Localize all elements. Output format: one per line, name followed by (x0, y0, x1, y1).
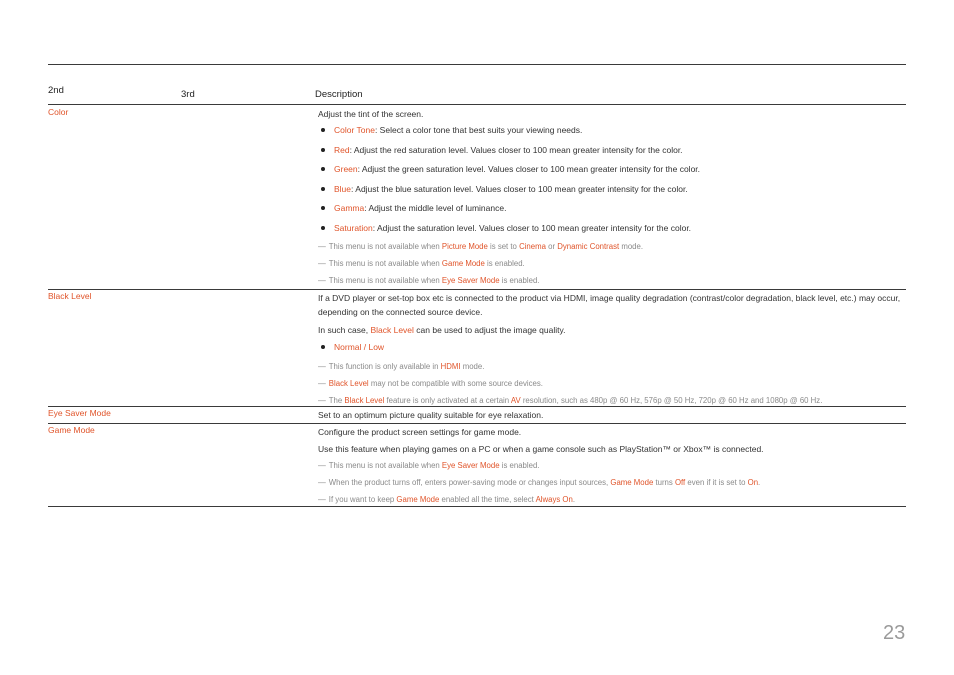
note-text: feature is only activated at a certain (384, 395, 511, 405)
keyword: Picture Mode (441, 242, 488, 251)
note-text: The (328, 395, 345, 405)
keyword: AV (510, 395, 521, 405)
note: — This menu is not available when Eye Saver Mode is enabled. (318, 461, 540, 470)
bullet-text: : Adjust the green saturation level. Values closer to 100 mean greater intensity for the color. (357, 164, 701, 174)
page-number: 23 (883, 622, 906, 644)
bullet-text: : Adjust the red saturation level. Values closer to 100 mean greater intensity for the color. (349, 144, 683, 155)
keyword: Green (334, 164, 358, 174)
paragraph: Set to an optimum picture quality suitable for eye relaxation. (318, 410, 544, 420)
note-text: turns (653, 478, 675, 487)
paragraph: If a DVD player or set-top box etc is connected to the product via HDMI, image quality degradation (contrast/color degradation, black level, etc.) may occur, depending on the connected source device. (318, 293, 901, 317)
keyword: Eye Saver Mode (441, 461, 500, 470)
bullet-text: : Adjust the middle level of luminance. (364, 203, 507, 213)
note-text: or (545, 242, 558, 251)
note: — This function is only available in HDMI mode. (318, 361, 485, 371)
note-text: even if it is set to (685, 478, 748, 487)
bullet-normal-low (318, 340, 902, 354)
keyword: Cinema (519, 242, 546, 251)
row-rule (48, 423, 906, 424)
note: — If you want to keep Game Mode enabled all the time, select Always On. (318, 495, 575, 504)
paragraph-text: In such case, (318, 325, 371, 335)
top-rule (48, 64, 906, 65)
note-text: If you want to keep (328, 495, 397, 504)
description-game-mode (318, 425, 902, 510)
note-text: is set to (487, 242, 520, 251)
keyword: Gamma (334, 203, 365, 213)
note-text: is enabled. (484, 259, 525, 268)
bullet-color-tone (318, 123, 902, 137)
keyword: Black Level (370, 325, 414, 335)
bullet-text: : Adjust the saturation level. Values closer to 100 mean greater intensity for the color. (372, 222, 692, 233)
keyword: Normal / Low (334, 342, 385, 352)
keyword: Black Level (344, 395, 385, 405)
note-text: This menu is not available when (328, 461, 442, 470)
note-text: mode. (460, 361, 485, 371)
note-text: is enabled. (499, 461, 540, 470)
keyword: Color Tone (334, 125, 375, 135)
header-description: Description (315, 89, 363, 100)
bullet-red (318, 143, 902, 157)
note: — This menu is not available when Eye Saver Mode is enabled. (318, 276, 540, 285)
note-text: This function is only available in (328, 361, 441, 371)
keyword: Eye Saver Mode (441, 276, 500, 285)
paragraph: Adjust the tint of the screen. (318, 109, 424, 119)
note-text: . (758, 478, 761, 487)
keyword: Dynamic Contrast (557, 242, 620, 251)
keyword: Game Mode (610, 478, 654, 487)
note-text: mode. (619, 242, 644, 251)
note-text: When the product turns off, enters power-saving mode or changes input sources, (328, 478, 611, 487)
keyword: On (747, 478, 759, 487)
note-text: . (572, 495, 575, 504)
note-text: is enabled. (499, 276, 540, 285)
header-rule (48, 104, 906, 105)
keyword: Off (674, 478, 686, 487)
note: — Black Level may not be compatible with some source devices. (318, 378, 543, 388)
paragraph: Configure the product screen settings for game mode. (318, 427, 522, 437)
note-text: enabled all the time, select (439, 495, 536, 504)
note: — This menu is not available when Game Mode is enabled. (318, 259, 525, 268)
row-rule (48, 406, 906, 407)
category-black-level: Black Level (48, 291, 92, 301)
header-2nd: 2nd (48, 85, 64, 96)
note-text: This menu is not available when (328, 259, 442, 268)
keyword: Always On (535, 495, 573, 504)
bullet-green (318, 162, 902, 176)
keyword: Game Mode (396, 495, 440, 504)
bullet-text: : Adjust the blue saturation level. Values closer to 100 mean greater intensity for the color. (351, 183, 688, 194)
keyword: Blue (334, 183, 352, 194)
note: — When the product turns off, enters power-saving mode or changes input sources, Game Mode turns Off even if it is set to On. (318, 478, 761, 487)
keyword: HDMI (440, 361, 461, 371)
bottom-rule (48, 506, 906, 507)
keyword: Red (334, 144, 350, 155)
note: — The Black Level feature is only activated at a certain AV resolution, such as 480p @ 60 Hz, 576p @ 50 Hz, 720p @ 60 Hz and 1080p @ 60 Hz. (318, 395, 823, 405)
bullet-gamma (318, 201, 902, 215)
paragraph (318, 323, 902, 337)
bullet-blue (318, 182, 902, 196)
category-color: Color (48, 107, 69, 117)
row-rule (48, 289, 906, 290)
note: — This menu is not available when Picture Mode is set to Cinema or Dynamic Contrast mode. (318, 242, 644, 251)
description-black-level (318, 291, 902, 411)
category-eye-saver-mode: Eye Saver Mode (48, 408, 111, 418)
note-text: resolution, such as 480p @ 60 Hz, 576p @ 50 Hz, 720p @ 60 Hz and 1080p @ 60 Hz. (520, 395, 823, 405)
note-text: may not be compatible with some source devices. (368, 378, 543, 388)
description-color (318, 107, 902, 291)
keyword: Black Level (328, 378, 369, 388)
paragraph: Use this feature when playing games on a PC or when a game console such as PlayStation™ or Xbox™ is connected. (318, 444, 764, 454)
bullet-saturation (318, 221, 902, 235)
note-text: This menu is not available when (328, 276, 442, 285)
header-3rd: 3rd (181, 89, 195, 100)
note-text: This menu is not available when (328, 242, 442, 251)
keyword: Saturation (334, 222, 373, 233)
bullet-text: : Select a color tone that best suits your viewing needs. (374, 125, 583, 135)
category-game-mode: Game Mode (48, 425, 95, 435)
paragraph-text: can be used to adjust the image quality. (413, 325, 566, 335)
keyword: Game Mode (441, 259, 485, 268)
